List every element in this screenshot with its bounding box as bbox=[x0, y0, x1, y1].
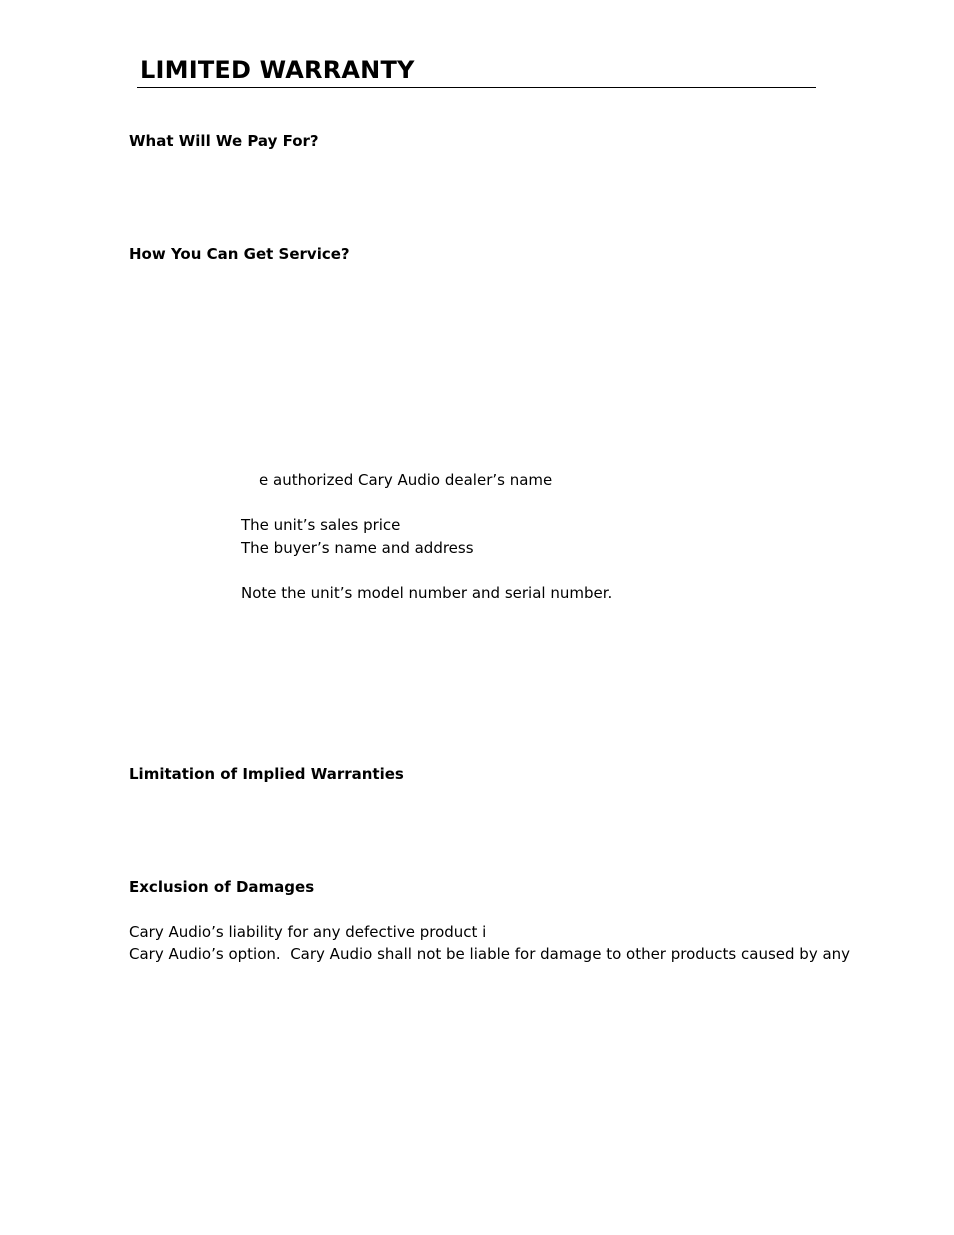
section-heading-implied-warranties: Limitation of Implied Warranties bbox=[129, 765, 404, 783]
section-heading-pay-for: What Will We Pay For? bbox=[129, 132, 319, 150]
service-line-model-serial: Note the unit’s model number and serial number. bbox=[241, 584, 613, 602]
service-line-buyer-name: The buyer’s name and address bbox=[241, 539, 474, 557]
service-line-sales-price: The unit’s sales price bbox=[241, 516, 401, 534]
title-underline bbox=[137, 87, 816, 88]
section-heading-exclusion-damages: Exclusion of Damages bbox=[129, 878, 315, 896]
section-heading-get-service: How You Can Get Service? bbox=[129, 245, 350, 263]
service-line-dealer-name: e authorized Cary Audio dealer’s name bbox=[259, 471, 553, 489]
damages-paragraph-line-2: Cary Audio’s option. Cary Audio shall not be liable for damage to other products caused by any bbox=[129, 945, 851, 963]
page-title: LIMITED WARRANTY bbox=[140, 56, 415, 84]
damages-paragraph-line-1: Cary Audio’s liability for any defective product i bbox=[129, 923, 487, 941]
